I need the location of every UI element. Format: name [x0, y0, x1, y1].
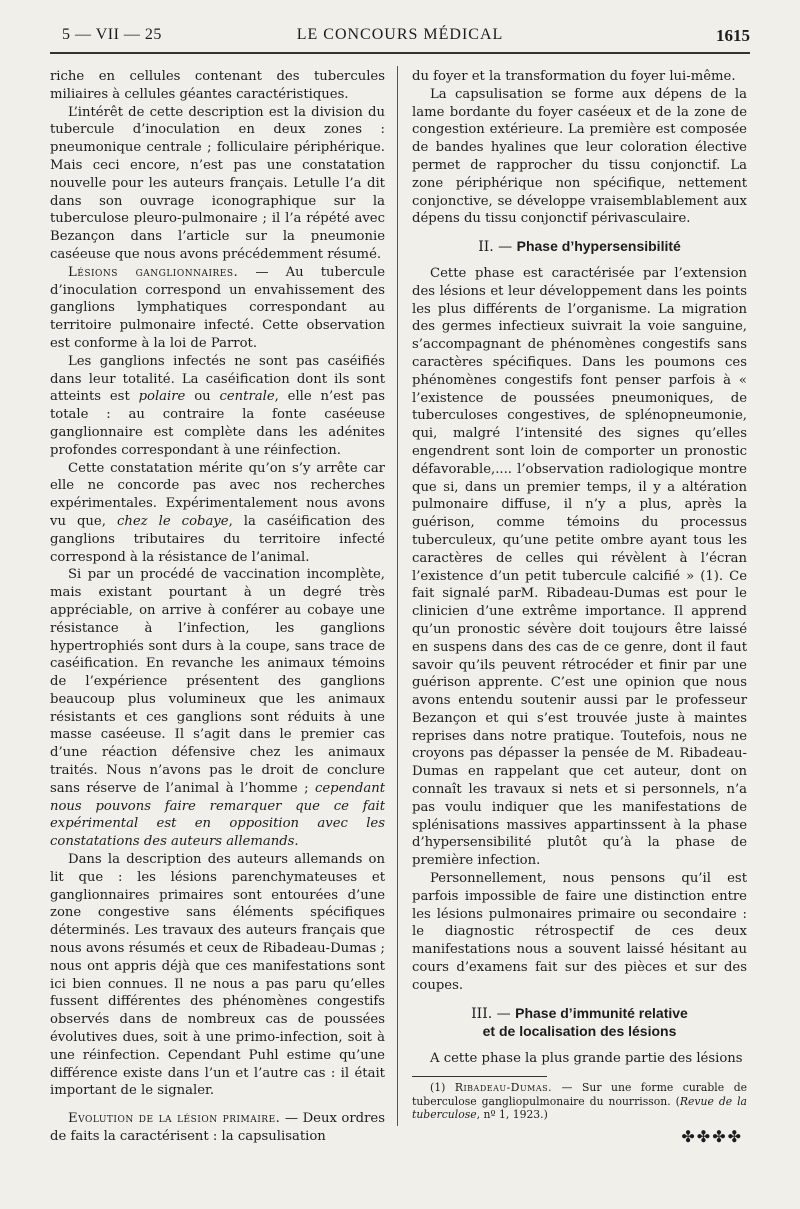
footnote: (1) Ribadeau-Dumas. — Sur une forme curable de tuberculose gangliopulmonaire du nourrisson. (Revue de la tuberculose, nº 1, 1923.) [412, 1081, 747, 1122]
footnote-rule [412, 1076, 547, 1077]
paragraph: Cette constatation mérite qu’on s’y arrête car elle ne concorde pas avec nos recherches expérimentales. Expérimentalement nous avons vu que, chez le cobaye, la caséification des ganglions tributaires du territoire infecté correspond à la résistance de l’animal. [50, 460, 385, 565]
paragraph: riche en cellules contenant des tubercules miliaires à cellules géantes caractéristiques. [50, 69, 385, 102]
paragraph: Personnellement, nous pensons qu’il est parfois impossible de faire une distinction entre les lésions pulmonaires primaire ou secondaire : le diagnostic rétrospectif de ces deux manifestations nous a souvent laissé hésitant au cours d’examens fait sur des pièces et sur des coupes. [412, 871, 747, 993]
page-number: 1615 [716, 26, 750, 45]
paragraph: A cette phase la plus grande partie des lésions [430, 1051, 743, 1067]
paragraph: du foyer et la transformation du foyer lui-même. [412, 69, 736, 84]
issue-date: 5 — VII — 25 [62, 26, 162, 43]
journal-title: LE CONCOURS MÉDICAL [296, 26, 504, 43]
section-heading-2: II. — Phase d’hypersensibilité [478, 238, 681, 256]
paragraph: L’intérêt de cette description est la division du tubercule d’inoculation en deux zones : pneumonique centrale ; folliculaire périphérique. Mais ceci encore, n’est pas une constatation nouvelle pour les auteurs français. Letulle l’a dit dans son ouvrage iconographique sur la tuberculose pleuro-pulmonaire ; il l’a répété avec Bezançon dans l’article sur la pneumonie caséeuse que nous avons précédemment résumé. [50, 104, 385, 262]
paragraph: Dans la description des auteurs allemands on lit que : les lésions parenchymateuses et ganglionnaires primaires sont entourées d’une zone congestive sans éléments spécifiques déterminés. Les travaux des auteurs français que nous avons résumés et ceux de Ribadeau-Dumas ; nous ont appris déjà que ces manifestations sont ici bien connues. Il ne nous a pas paru qu’elles fussent différentes des phénomènes congestifs observés dans de nombreux cas de poussées évolutives dues, soit à une primo-infection, soit à une réinfection. Cependant Puhl estime qu’une différence existe dans l’un et l’autre cas : il était important de le signaler. [50, 852, 385, 1099]
paragraph: Si par un procédé de vaccination incomplète, mais existant pourtant à un degré très appréciable, on arrive à conférer au cobaye une résistance à l’infection, les ganglions hypertrophiés sont durs à la coupe, sans trace de caséification. En revanche les animaux témoins de l’expérience présentent des ganglions beaucoup plus volumineux que les animaux résistants et ces ganglions sont réduits à une masse caséeuse. Il s’agit dans le premier cas d’une réaction défensive chez les animaux traités. Nous n’avons pas le droit de conclure sans réserve de l’animal à l’homme ; cependant nous pouvons faire remarquer que ce fait expérimental est en opposition avec les constatations des auteurs allemands. [50, 567, 385, 850]
page-header [50, 22, 750, 50]
paragraph: Lésions ganglionnaires. — Au tubercule d’inoculation correspond un envahissement des ganglions lymphatiques correspondant au territoire pulmonaire infecté. Cette observation est conforme à la loi de Parrot. [50, 264, 385, 351]
paragraph: Evolution de la lésion primaire. — Deux ordres de faits la caractérisent : la capsulisation [50, 1111, 385, 1145]
left-column [50, 68, 385, 1146]
right-column [412, 68, 747, 1145]
ornament: ✤✤✤✤ [681, 1126, 743, 1146]
section-heading-3: III. — Phase d’immunité relative et de localisation des lésions [471, 1004, 688, 1040]
run-in-heading: Lésions ganglionnaires. [68, 264, 239, 280]
paragraph: Les ganglions infectés ne sont pas caséifiés dans leur totalité. La caséification dont ils sont atteints est polaire ou centrale, elle n’est pas totale : au contraire la fonte caséeuse ganglionnaire est complète dans les adénites profondes correspondant à une réinfection. [50, 353, 385, 458]
header-rule [50, 52, 750, 54]
column-rule [397, 66, 398, 1126]
run-in-heading: Evolution de la lésion primaire. [68, 1111, 281, 1127]
paragraph: La capsulisation se forme aux dépens de la lame bordante du foyer caséeux et de la zone de congestion extérieure. La première est composée de bandes hyalines que leur coloration élective permet de rapprocher du tissu conjonctif. La zone périphérique non spécifique, nettement conjonctive, se développe vraisemblablement aux dépens du tissu conjonctif périvasculaire. [412, 86, 747, 227]
paragraph: Cette phase est caractérisée par l’extension des lésions et leur développement dans les points les plus différents de l’organisme. La migration des germes infectieux suivrait la voie sanguine, s’accompagnant de phénomènes congestifs sans caractères spécifiques. Dans les poumons ces phénomènes congestifs font penser parfois à « l’existence de poussées pneumoniques, de tuberculoses congestives, de splénopneumonie, qui, malgré l’intensité des signes qu’elles engendrent sont loin de comporter un pronostic défavorable,.... l’observation radiologique montre que si, dans un premier temps, il y a altération pulmonaire diffuse, il n’y a plus, après la guérison, comme témoins du processus tuberculeux, qu’une petite ombre ayant tous les caractères de celles qui révèlent à l’écran l’existence d’un petit tubercule calcifié » (1). Ce fait signalé parM. Ribadeau-Dumas est pour le clinicien d’une extrême importance. Il apprend qu’un pronostic sévère doit toujours être laissé en suspens dans des cas de ce genre, dont il faut savoir qu’ils peuvent rétrocéder et finir par une guérison apprente. C’est une opinion que nous avons entendu soutenir aussi par le professeur Bezançon et qui s’est trouvée juste à maintes reprises dans notre pratique. Toutefois, nous ne croyons pas dépasser la pensée de M. Ribadeau-Dumas en rappelant que cet auteur, dont on connaît les travaux si nets et si personnels, n’a pas voulu indiquer que les manifestations de splénisations massives appartinssent à la phase d’hypersensibilité plutôt qu’à la phase de première infection. [412, 265, 747, 869]
